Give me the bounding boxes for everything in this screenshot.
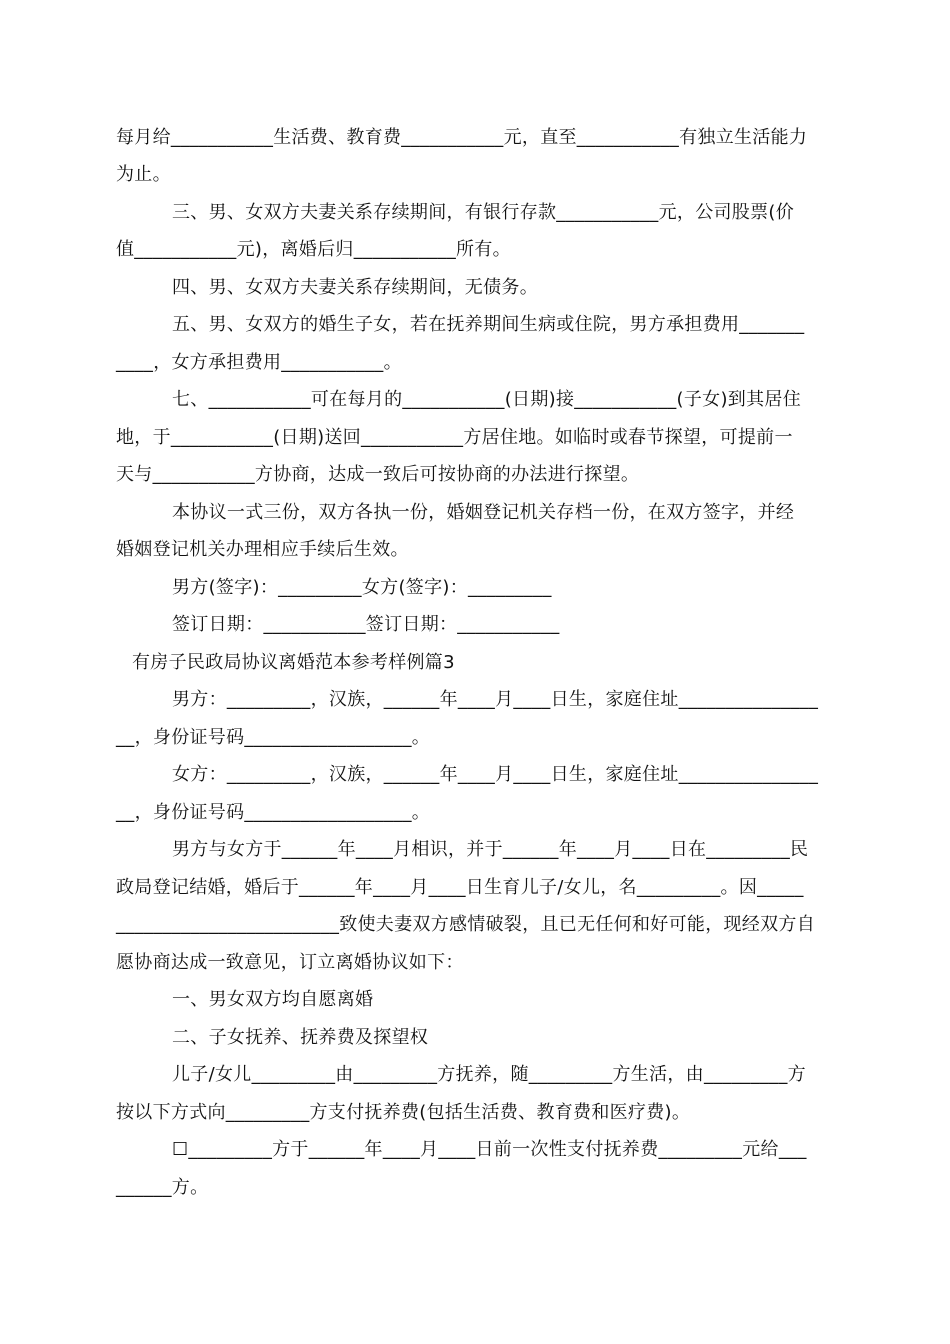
date-line: 签订日期：___________签订日期：___________ — [172, 614, 560, 635]
clause-three: 三、男、女双方夫妻关系存续期间，有银行存款___________元，公司股票(价 — [172, 202, 795, 223]
clause-one: 一、男女双方均自愿离婚 — [172, 989, 374, 1010]
paragraph-line: ______方。 — [116, 1177, 209, 1198]
male-party-info: 男方：_________，汉族，______年____月____日生，家庭住址_______________ — [172, 689, 819, 710]
section-title: 有房子民政局协议离婚范本参考样例篇3 — [132, 652, 455, 673]
clause-seven: 七、___________可在每月的___________(日期)接___________(子女)到其居住 — [172, 389, 801, 410]
paragraph-line: 值___________元)，离婚后归___________所有。 — [116, 239, 511, 260]
agreement-copies: 本协议一式三份，双方各执一份，婚姻登记机关存档一份，在双方签字，并经 — [172, 502, 795, 523]
signature-line: 男方(签字)：_________女方(签字)：_________ — [172, 577, 552, 598]
checkbox-payment-line: ☐_________方于______年____月____日前一次性支付抚养费_________元给___ — [172, 1139, 807, 1160]
paragraph-line: ____，女方承担费用___________。 — [116, 352, 402, 373]
clause-five: 五、男、女双方的婚生子女，若在抚养期间生病或住院，男方承担费用_______ — [172, 314, 805, 335]
paragraph-line: 愿协商达成一致意见，订立离婚协议如下： — [116, 952, 464, 973]
paragraph-line: 每月给___________生活费、教育费___________元，直至___________有独立生活能力 — [116, 127, 808, 148]
clause-four: 四、男、女双方夫妻关系存续期间，无债务。 — [172, 277, 538, 298]
custody-line: 儿子/女儿_________由_________方抚养，随_________方生活，由_________方 — [172, 1064, 806, 1085]
paragraph-line: 婚姻登记机关办理相应手续后生效。 — [116, 539, 409, 560]
paragraph-line: __，身份证号码__________________。 — [116, 727, 431, 748]
marriage-history: 男方与女方于______年____月相识，并于______年____月____日在_________民 — [172, 839, 809, 860]
paragraph-line: ________________________致使夫妻双方感情破裂，且已无任何和好可能，现经双方自 — [116, 914, 815, 935]
female-party-info: 女方：_________，汉族，______年____月____日生，家庭住址_______________ — [172, 764, 819, 785]
clause-two: 二、子女抚养、抚养费及探望权 — [172, 1027, 429, 1048]
paragraph-line: __，身份证号码__________________。 — [116, 802, 431, 823]
paragraph-line: 政局登记结婚，婚后于______年____月____日生育儿子/女儿，名_________。因_____ — [116, 877, 804, 898]
paragraph-line: 为止。 — [116, 164, 171, 185]
paragraph-line: 按以下方式向_________方支付抚养费(包括生活费、教育费和医疗费)。 — [116, 1102, 691, 1123]
paragraph-line: 天与___________方协商，达成一致后可按协商的办法进行探望。 — [116, 464, 640, 485]
paragraph-line: 地，于___________(日期)送回___________方居住地。如临时或春节探望，可提前一 — [116, 427, 793, 448]
